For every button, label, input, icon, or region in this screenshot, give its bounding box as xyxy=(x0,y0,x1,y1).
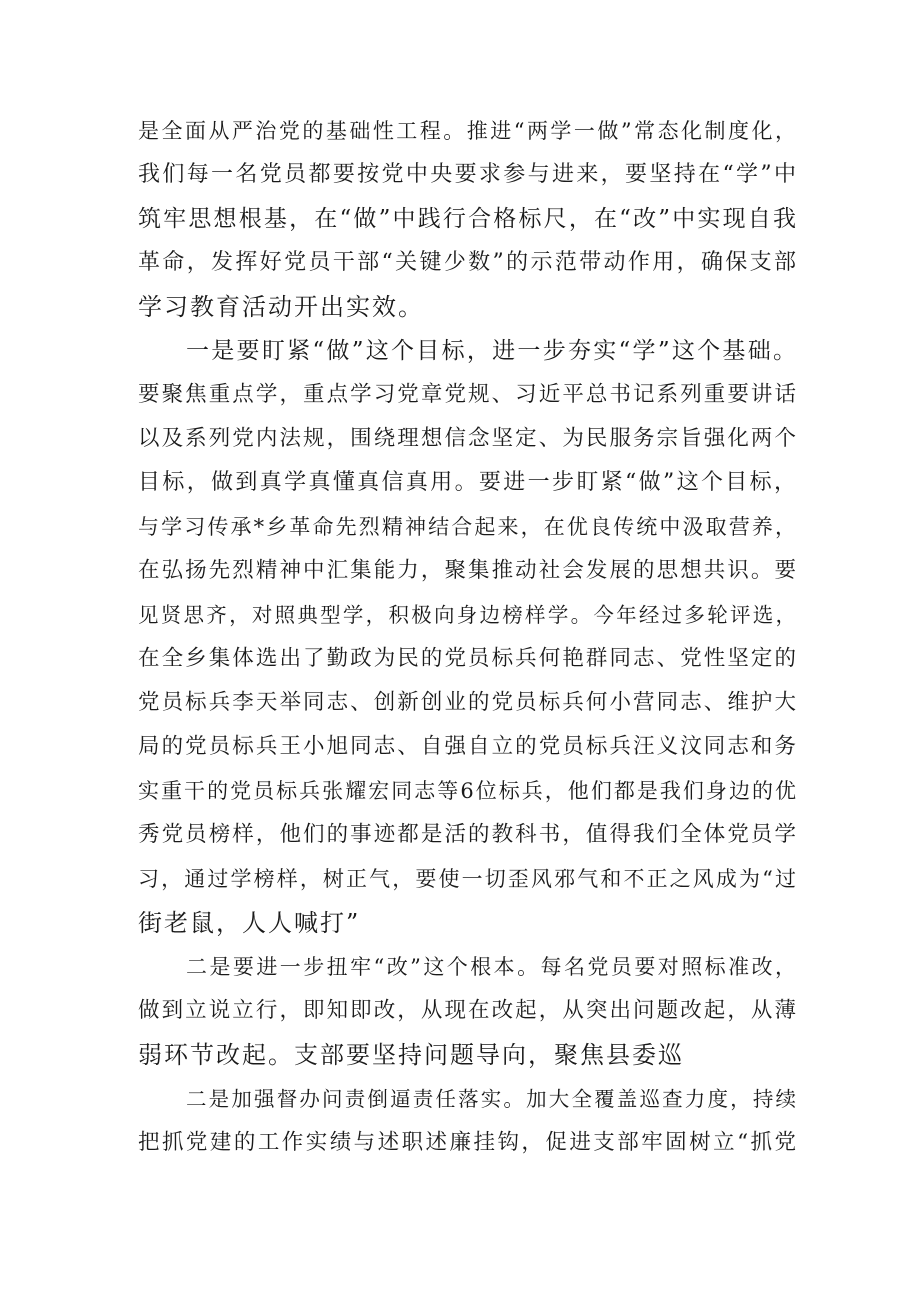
text-line: 学习教育活动开出实效。 xyxy=(138,293,424,321)
text-line: 弱环节改起。支部要坚持问题导向，聚焦县委巡 xyxy=(138,1041,684,1069)
text-line: 党员标兵李天举同志、创新创业的党员标兵何小营同志、维护大 xyxy=(138,690,798,715)
paragraph-first-line: 一是要盯紧“做”这个目标，进一步夯实“学”这个基础。 xyxy=(186,338,798,364)
text-line: 与学习传承*乡革命先烈精神结合起来，在优良传统中汲取营养， xyxy=(138,515,798,539)
text-line: 筑牢思想根基，在“做”中践行合格标尺，在“改”中实现自我 xyxy=(138,206,798,232)
text-line: 是全面从严治党的基础性工程。推进“两学一做”常态化制度化， xyxy=(138,119,798,143)
text-line: 以及系列党内法规，围绕理想信念坚定、为民服务宗旨强化两个 xyxy=(138,426,798,451)
text-line: 目标，做到真学真懂真信真用。要进一步盯紧“做”这个目标， xyxy=(138,470,798,495)
text-line: 我们每一名党员都要按党中央要求参与进来，要坚持在“学”中 xyxy=(138,162,798,187)
text-line: 在全乡集体选出了勤政为民的党员标兵何艳群同志、党性坚定的 xyxy=(138,646,798,671)
text-line: 局的党员标兵王小旭同志、自强自立的党员标兵汪义汶同志和务 xyxy=(138,734,798,759)
text-line: 把抓党建的工作实绩与述职述廉挂钩，促进支部牢固树立“抓党 xyxy=(138,1130,798,1155)
text-line: 在弘扬先烈精神中汇集能力，聚集推动社会发展的思想共识。要 xyxy=(138,558,798,583)
text-line: 秀党员榜样，他们的事迹都是活的教科书，值得我们全体党员学 xyxy=(138,822,798,847)
text-line: 要聚焦重点学，重点学习党章党规、习近平总书记系列重要讲话 xyxy=(138,382,798,407)
text-line: 见贤思齐，对照典型学，积极向身边榜样学。今年经过多轮评选， xyxy=(138,603,798,627)
text-line: 习，通过学榜样，树正气，要使一切歪风邪气和不正之风成为“过 xyxy=(138,867,798,891)
text-line: 做到立说立行，即知即改，从现在改起，从突出问题改起，从薄 xyxy=(138,998,798,1023)
paragraph-first-line: 二是要进一步扭牢“改”这个根本。每名党员要对照标准改， xyxy=(186,955,798,979)
text-line: 实重干的党员标兵张耀宏同志等6位标兵，他们都是我们身边的优 xyxy=(138,779,798,803)
text-line: 街老鼠，人人喊打” xyxy=(138,909,361,937)
text-line: 革命，发挥好党员干部“关键少数”的示范带动作用，确保支部 xyxy=(138,250,798,275)
paragraph-first-line: 二是加强督办问责倒逼责任落实。加大全覆盖巡查力度，持续 xyxy=(186,1087,798,1111)
